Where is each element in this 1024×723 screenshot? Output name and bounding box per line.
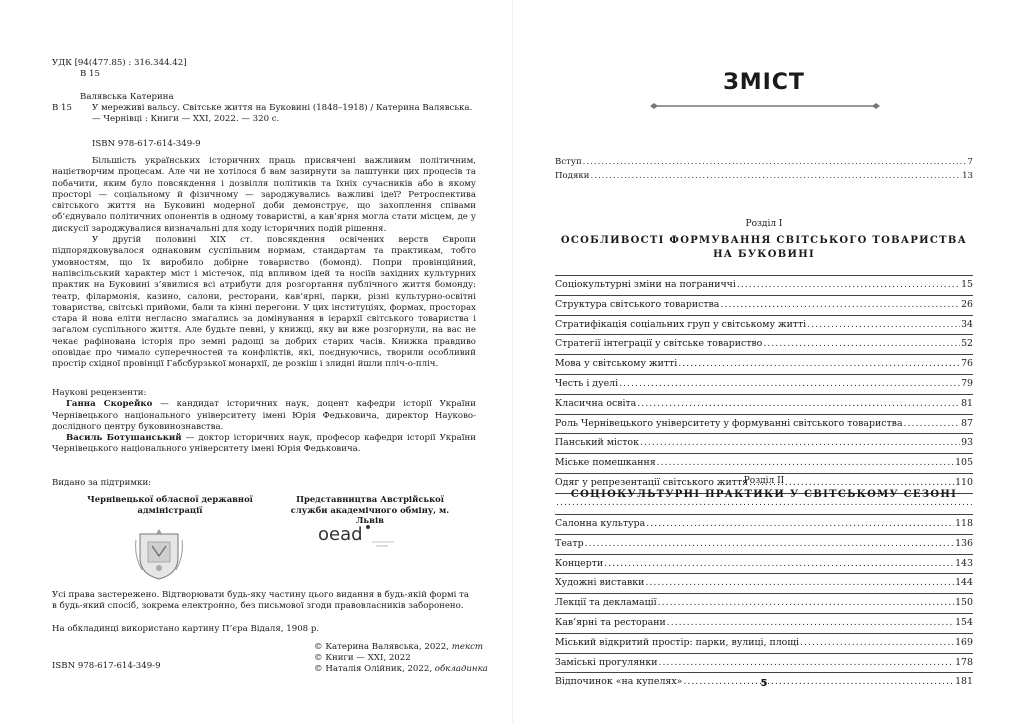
divider-ornament-icon (650, 102, 880, 110)
copyright-block (314, 642, 488, 674)
toc-entry[interactable]: Кав’ярні та ресторани ..... 154 (555, 614, 973, 634)
toc-entry[interactable]: Міський відкритий простір: парки, вулиці, площі ..... 169 (555, 634, 973, 654)
udk-code: УДК [94(477.85) : 316.344.42] (52, 58, 187, 68)
toc-entry[interactable]: Честь і дуелі ..... 79 (555, 375, 973, 395)
author-name: Валявська Катерина (80, 92, 174, 102)
reviewer-name: Ганна Скорейко (66, 399, 153, 410)
section-label: Розділ I (745, 219, 783, 229)
bibliographic-description: У мереживі вальсу. Світське життя на Буковині (1848–1918) / Катерина Валявська. — Чернівці : Книги — XXI, 2022. — 320 с. (92, 103, 473, 125)
page-title: ЗМІСТ (723, 70, 805, 95)
toc-entry[interactable]: Театр ..... 136 (555, 535, 973, 555)
toc-entry[interactable]: Міське помешкання ..... 105 (555, 454, 973, 474)
toc-entry[interactable]: Соціокультурні зміни на пограниччі ..... 15 (555, 275, 973, 296)
toc-entry[interactable]: Роль Чернівецького університету у формуванні світського товариства ..... 87 (555, 415, 973, 435)
annotation (52, 156, 476, 371)
toc-entry[interactable]: Мова у світському житті ..... 76 (555, 355, 973, 375)
author-mark: В 15 (80, 69, 100, 79)
toc-entry[interactable]: Вступ ..... 7 (555, 156, 973, 170)
reviewer-entry: Ганна Скорейко — кандидат історичних наук, доцент кафедри історії України Чернівецького національного університету імені Юрія Федьковича, директор Науково-дослідного центру буковинознавства. (52, 399, 476, 432)
reviewer-entry: Василь Ботушанський — доктор історичних наук, професор кафедри історії України Чернівецького національного університету імені Юрія Федьковича. (52, 433, 476, 455)
toc-entry[interactable]: Подяки ..... 13 (555, 170, 973, 184)
copyright-line: © Катерина Валявська, 2022, текст (314, 642, 484, 652)
section-title: ОСОБЛИВОСТІ ФОРМУВАННЯ СВІТСЬКОГО ТОВАРИСТВА НА БУКОВИНІ (560, 235, 968, 260)
copyright-line: © Книги — XXI, 2022 (314, 652, 411, 663)
reviewers-heading: Наукові рецензенти: (52, 388, 147, 398)
oead-logo-icon (318, 520, 408, 554)
toc-entry[interactable]: Панський місток ..... 93 (555, 434, 973, 454)
page-gutter (512, 0, 513, 723)
toc-entry[interactable]: Художні виставки ..... 144 (555, 574, 973, 594)
reviewer-name: Василь Ботушанський (66, 433, 182, 444)
toc-entry[interactable]: Одяг у репрезентації світського життя ..... 110 (555, 474, 973, 494)
annotation-paragraph: У другій половині XIX ст. повсякдення освічених верств Європи підпорядковувалося однаковим суспільним нормам, стандартам та практикам, тобто умовностям, що їх виробило добірне товариство (бомонд). Попри провінційний, напівсільський характер міст і містечок, під впливом ідей та носіїв західних культурних практик на Буковині з’явилися всі атрибути для розгортання публічного життя бомонду: театр, філармонія, казино, салони, ресторани, кав’ярні, парки, різні культурно-освітні товариства, світські прийоми, бали та кінні перегони. У цих інституціях, формах, просторах стара й нова еліти негласно змагались за домінування в ієрархії світського товариства і загалом суспільного життя. Але будьте певні, у книжці, яку ви вже розгорнули, на вас не чекає рафінована історія про земні радощі за добрих старих часів. Книжка правдиво оповідає про чимало суперечностей та конфліктів, які, поєднуючись, творили особливий простір східної провінції Габсбурзької монархії, де розкіш і злидні йшли пліч-о-пліч. (52, 235, 476, 370)
front-matter-list (555, 156, 973, 183)
page-number: 5 (760, 678, 768, 689)
isbn-bottom: ISBN 978-617-614-349-9 (52, 661, 161, 671)
coat-of-arms-icon (134, 526, 184, 581)
toc-entry[interactable]: Салонна культура ..... 118 (555, 514, 973, 535)
toc-entry[interactable]: Концерти ..... 143 (555, 555, 973, 575)
toc-entry[interactable]: Заміські прогулянки ..... 178 (555, 654, 973, 674)
svg-text:oead: oead (318, 524, 363, 545)
copyright-line: © Наталія Олійник, 2022, обкладинка (314, 663, 488, 674)
toc-entry[interactable]: Структура світського товариства ..... 26 (555, 296, 973, 316)
sponsor-regional-administration: Чернівецької обласної державної адміністрації (87, 494, 253, 515)
sponsor-oead: Представництва Австрійської служби академічного обміну, м. Львів (290, 494, 450, 525)
toc-entry[interactable]: Класична освіта ..... 81 (555, 395, 973, 415)
isbn: ISBN 978-617-614-349-9 (92, 139, 201, 149)
section-label: Розділ II (743, 476, 785, 486)
marginal-code: В 15 (52, 103, 72, 113)
toc-entry[interactable]: Стратегії інтеграції у світське товариство ..... 52 (555, 335, 973, 355)
toc-entry[interactable]: Стратифікація соціальних груп у світському житті ..... 34 (555, 316, 973, 336)
reviewers (52, 388, 476, 456)
cover-note: На обкладинці використано картину П’єра Відаля, 1908 р. (52, 624, 320, 634)
toc-entry[interactable]: Лекції та декламації ..... 150 (555, 594, 973, 614)
section-title: СОЦІОКУЛЬТУРНІ ПРАКТИКИ У СВІТСЬКОМУ СЕЗОНІ (570, 489, 958, 500)
rights-notice: Усі права застережено. Відтворювати будь-яку частину цього видання в будь-якій формі та в будь-який спосіб, зокрема електронно, без письмової згоди правовласників заборонено. (52, 590, 470, 612)
toc-entry[interactable]: Відпочинок «на купелях» ..... 181 (555, 673, 973, 692)
annotation-paragraph: Більшість українських історичних праць присвячені важливим політичним, націєтворчим процесам. Але чи не хотілося б вам зазирнути за лаштунки цих процесів та побачити, яким було повсякдення і дозвілля політиків та їхніх сучасників або в якому просторі — соціальному й фізичному — зароджувались важливі ідеї? Ретроспектива світського життя на Буковині модерної доби демонструє, що захоплення співами об’єднувало політичних опонентів в одному товаристві, а кав’ярня могла стати місцем, де у дискусії зароджувалися визначальні для ходу історичних подій рішення. (52, 156, 476, 234)
support-heading: Видано за підтримки: (52, 478, 152, 488)
section-2-entries (555, 514, 973, 692)
